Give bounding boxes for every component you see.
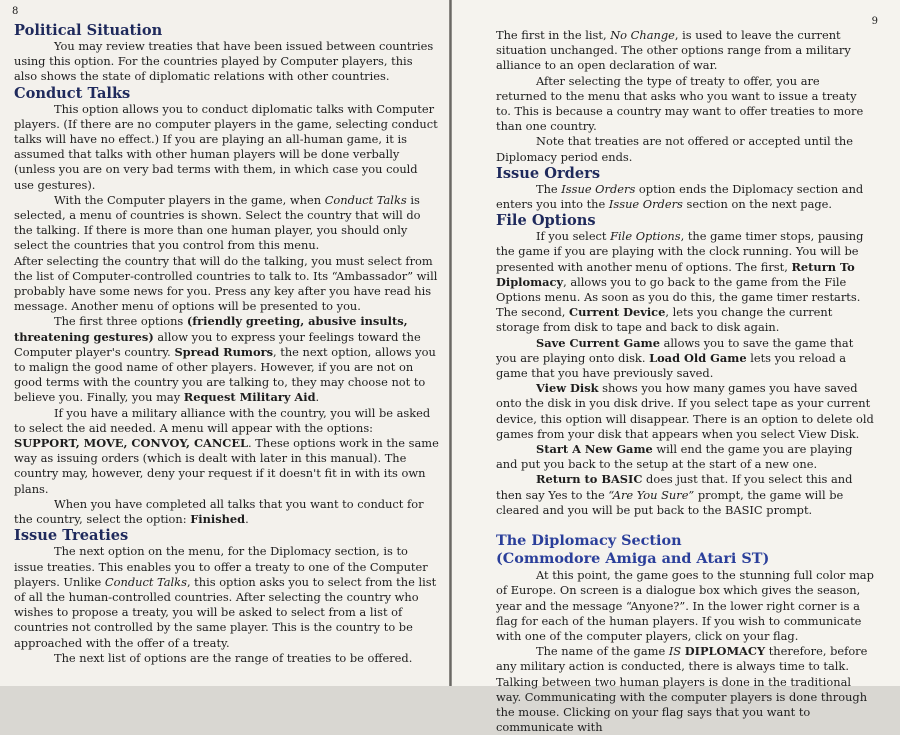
body-paragraph: The name of the game IS DIPLOMACY therefore, before any military action is conducted, there is always time to talk. Talking between two human players is done in the traditional way. Communicating with the computer players is done through the mouse. Clicking on your flag says that you want to communicate with <box>496 644 868 735</box>
section-heading: File Options <box>496 212 596 230</box>
left-page-content <box>14 22 439 666</box>
section-heading: Issue Treaties <box>14 527 129 545</box>
body-paragraph: You may review treaties that have been issued between countries using this option. For the countries played by Computer players, this also shows the state of diplomatic relations with other countries. <box>14 39 434 84</box>
section-heading: Issue Orders <box>496 164 601 182</box>
body-paragraph: Start A New Game will end the game you are playing and put you back to the setup at the start of a new one. <box>496 442 853 472</box>
body-paragraph: After selecting the country that will do the talking, you must select from the list of Computer-controlled countries to talk to. Its “Ambassador” will probably have some news for you. Press any key after you have read his message. Another menu of options will be presented to you. <box>14 253 438 314</box>
body-paragraph: With the Computer players in the game, when Conduct Talks is selected, a menu of countries is shown. Select the country that will do the talking. If there is more than one human player, you should only select the countries that you control from this menu. <box>14 192 421 253</box>
body-paragraph: At this point, the game goes to the stunning full color map of Europe. On screen is a dialogue box which gives the season, year and the message “Anyone?”. In the lower right corner is a flag for each of the human players. If you wish to communicate with one of the computer players, click on your flag. <box>496 568 874 643</box>
body-paragraph: Return to BASIC does just that. If you select this and then say Yes to the “Are You Sure” prompt, the game will be cleared and you will be put back to the BASIC prompt. <box>496 472 853 517</box>
section-heading: Political Situation <box>14 22 163 39</box>
body-paragraph: This option allows you to conduct diplomatic talks with Computer players. (If there are no computer players in the game, selecting conduct talks will have no effect.) If you are playing an all-human game, it is assumed that talks with other human players will be done verbally (unless you are on very bad terms with them, in which case you could use gestures). <box>14 101 438 192</box>
body-paragraph: Save Current Game allows you to save the game that you are playing onto disk. Load Old Game lets you reload a game that you have previously saved. <box>496 335 854 381</box>
body-paragraph: View Disk shows you how many games you have saved onto the disk in you disk drive. If you select tape as your current device, this option will disappear. There is an option to delete old games from your disk that appears when you select View Disk. <box>496 381 874 441</box>
page-number: 9 <box>871 16 878 27</box>
body-paragraph: Note that treaties are not offered or accepted until the Diplomacy period ends. <box>496 134 853 164</box>
body-paragraph: The first in the list, No Change, is used to leave the current situation unchanged. The other options range from a military alliance to an open declaration of war. <box>496 28 851 73</box>
right-page <box>452 0 900 735</box>
section-heading: Conduct Talks <box>14 84 131 102</box>
left-page <box>0 0 449 686</box>
body-paragraph: The Issue Orders option ends the Diplomacy section and enters you into the Issue Orders section on the next page. <box>496 181 864 212</box>
page-number: 8 <box>12 6 19 17</box>
section-heading: The Diplomacy Section (Commodore Amiga and Atari ST) <box>496 532 770 568</box>
body-paragraph: If you have a military alliance with the country, you will be asked to select the aid needed. A menu will appear with the options: SUPPORT, MOVE, CONVOY, CANCEL. These options work in the same way as issuing orders (which is dealt with later in this manual). The country may, however, deny your request if it doesn't fit in with its own plans. <box>14 405 439 496</box>
body-paragraph: When you have completed all talks that you want to conduct for the country, select the option: Finished. <box>14 496 424 527</box>
body-paragraph: If you select File Options, the game timer stops, pausing the game if you are playing with the clock running. You will be presented with another menu of options. The first, Return To Diplomacy, allows you to go back to the game from the File Options menu. As soon as you do this, the game timer restarts. The second, Current Device, lets you change the current storage from disk to tape and back to disk again. <box>496 229 864 335</box>
body-paragraph: The next option on the menu, for the Diplomacy section, is to issue treaties. This enables you to offer a treaty to one of the Computer players. Unlike Conduct Talks, this option asks you to select from the list of all the human-controlled countries. After selecting the country who wishes to propose a treaty, you will be asked to select from a list of countries not controlled by the same player. This is the country to be approached with the offer of a treaty. <box>14 544 437 650</box>
body-paragraph: The first three options (friendly greeting, abusive insults, threatening gestures) allow you to express your feelings toward the Computer player's country. Spread Rumors, the next option, allows you to malign the good name of other players. However, if you are not on good terms with the country you are talking to, they may choose not to believe you. Finally, you may Request Military Aid. <box>14 314 436 405</box>
body-paragraph: The next list of options are the range of treaties to be offered. <box>54 650 413 665</box>
body-paragraph: After selecting the type of treaty to offer, you are returned to the menu that asks who you want to issue a treaty to. This is because a country may want to offer treaties to more than one country. <box>496 73 864 134</box>
right-page-content <box>496 28 874 735</box>
